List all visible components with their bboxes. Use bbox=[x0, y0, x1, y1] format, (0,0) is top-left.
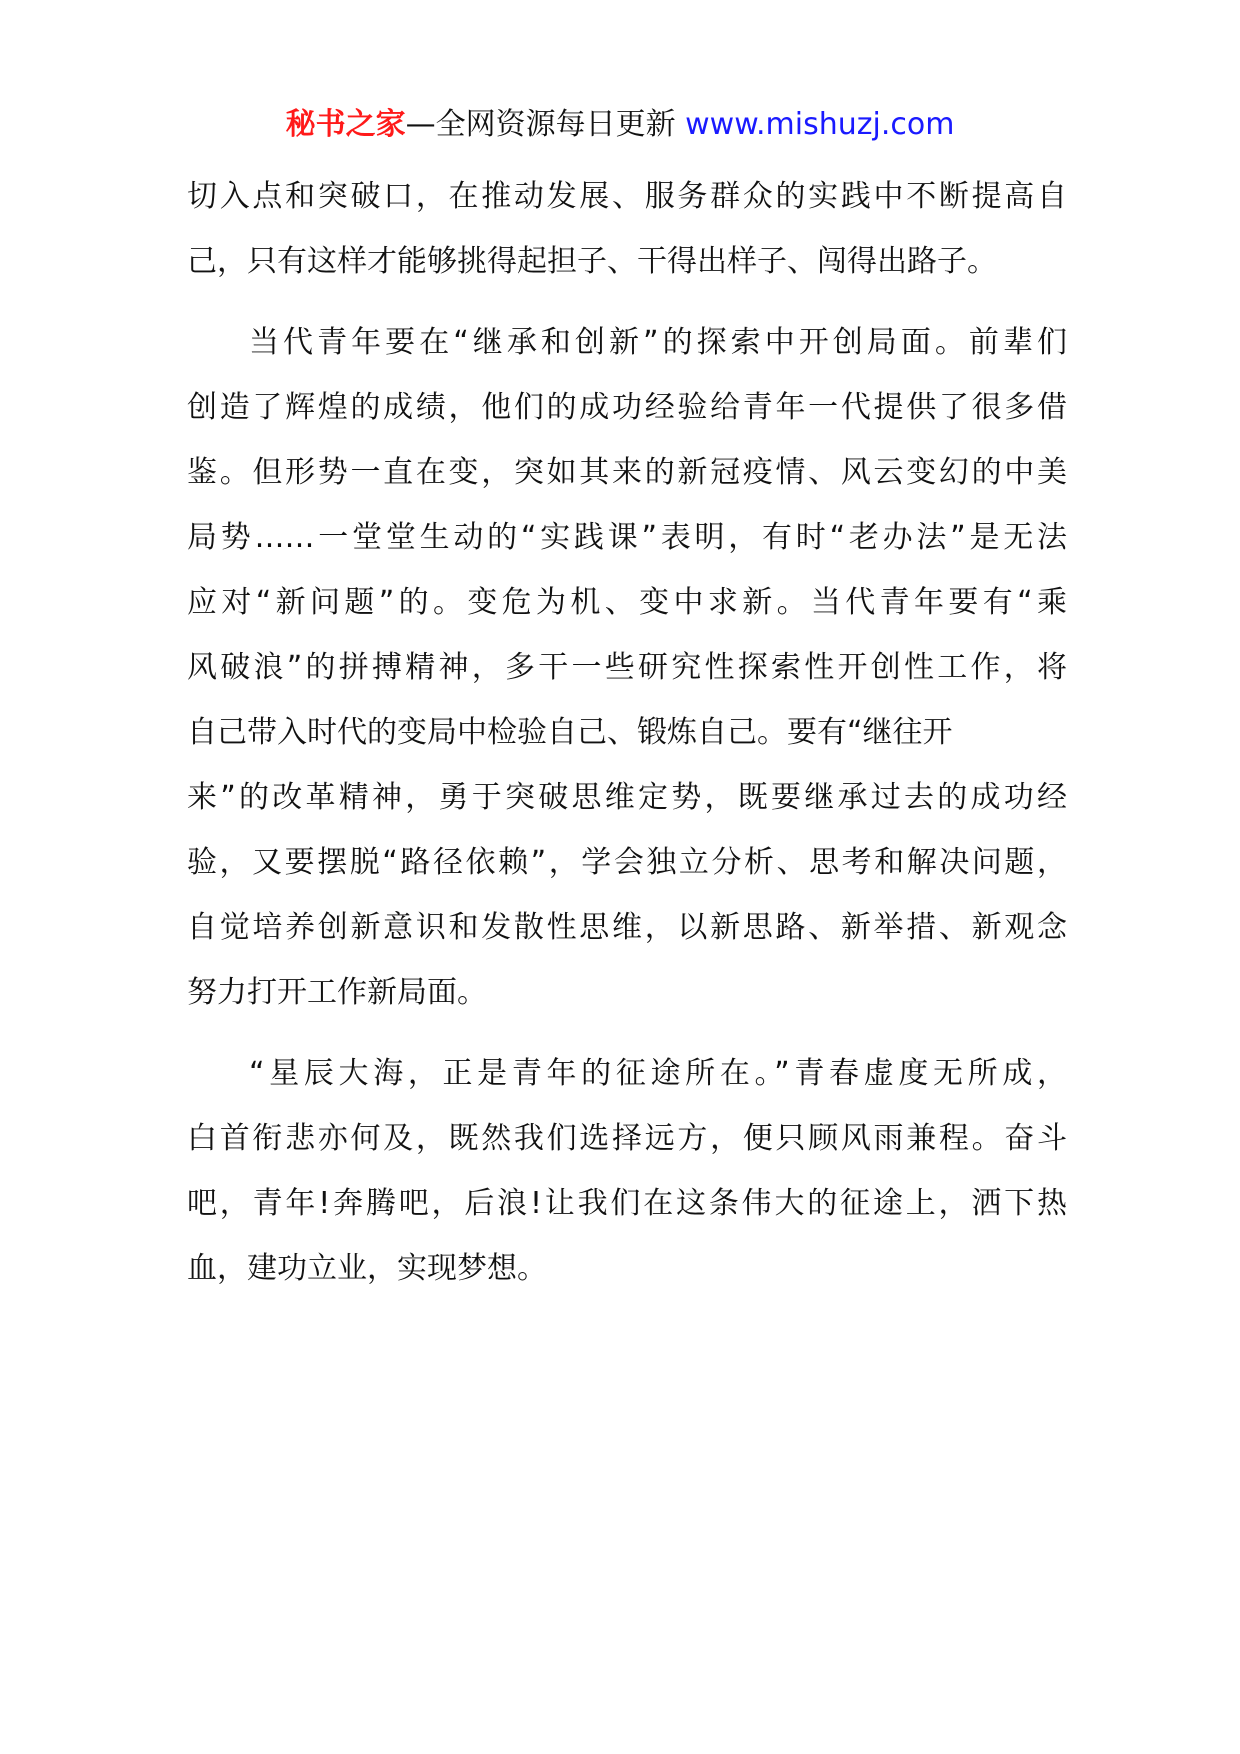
text-line: 努力打开工作新局面。 bbox=[187, 975, 487, 1010]
website-link[interactable]: www.mishuzj.com bbox=[685, 107, 955, 142]
paragraph-gap bbox=[187, 294, 1067, 310]
text-line: 应对“新问题”的。变危为机、变中求新。当代青年要有“乘 bbox=[187, 585, 1067, 620]
page-header bbox=[0, 100, 1240, 150]
text-line: 自己带入时代的变局中检验自己、锻炼自己。要有“继往开 bbox=[187, 715, 953, 750]
article-body bbox=[187, 164, 1067, 1301]
text-line: 自觉培养创新意识和发散性思维，以新思路、新举措、新观念 bbox=[187, 910, 1067, 945]
text-line: 创造了辉煌的成绩，他们的成功经验给青年一代提供了很多借 bbox=[187, 390, 1067, 425]
text-line: 来”的改革精神，勇于突破思维定势，既要继承过去的成功经 bbox=[187, 780, 1067, 815]
text-line: 吧，青年!奔腾吧，后浪!让我们在这条伟大的征途上，洒下热 bbox=[187, 1186, 1067, 1221]
text-line: 验，又要摆脱“路径依赖”，学会独立分析、思考和解决问题， bbox=[187, 845, 1067, 880]
text-line: “星辰大海，正是青年的征途所在。”青春虚度无所成， bbox=[249, 1056, 1067, 1091]
text-line: 鉴。但形势一直在变，突如其来的新冠疫情、风云变幻的中美 bbox=[187, 455, 1067, 490]
text-line: 己，只有这样才能够挑得起担子、干得出样子、闯得出路子。 bbox=[187, 244, 997, 279]
brand-name: 秘书之家 bbox=[285, 107, 406, 142]
text-line: 血，建功立业，实现梦想。 bbox=[187, 1251, 547, 1286]
text-line: 风破浪”的拼搏精神，多干一些研究性探索性开创性工作，将 bbox=[187, 650, 1067, 685]
header-slogan: —全网资源每日更新 bbox=[405, 107, 686, 142]
text-line: 白首衔悲亦何及，既然我们选择远方，便只顾风雨兼程。奋斗 bbox=[187, 1121, 1067, 1156]
paragraph-gap bbox=[187, 1025, 1067, 1041]
text-line: 切入点和突破口，在推动发展、服务群众的实践中不断提高自 bbox=[187, 179, 1067, 214]
text-line: 局势……一堂堂生动的“实践课”表明，有时“老办法”是无法 bbox=[187, 520, 1067, 555]
text-line: 当代青年要在“继承和创新”的探索中开创局面。前辈们 bbox=[249, 325, 1067, 360]
